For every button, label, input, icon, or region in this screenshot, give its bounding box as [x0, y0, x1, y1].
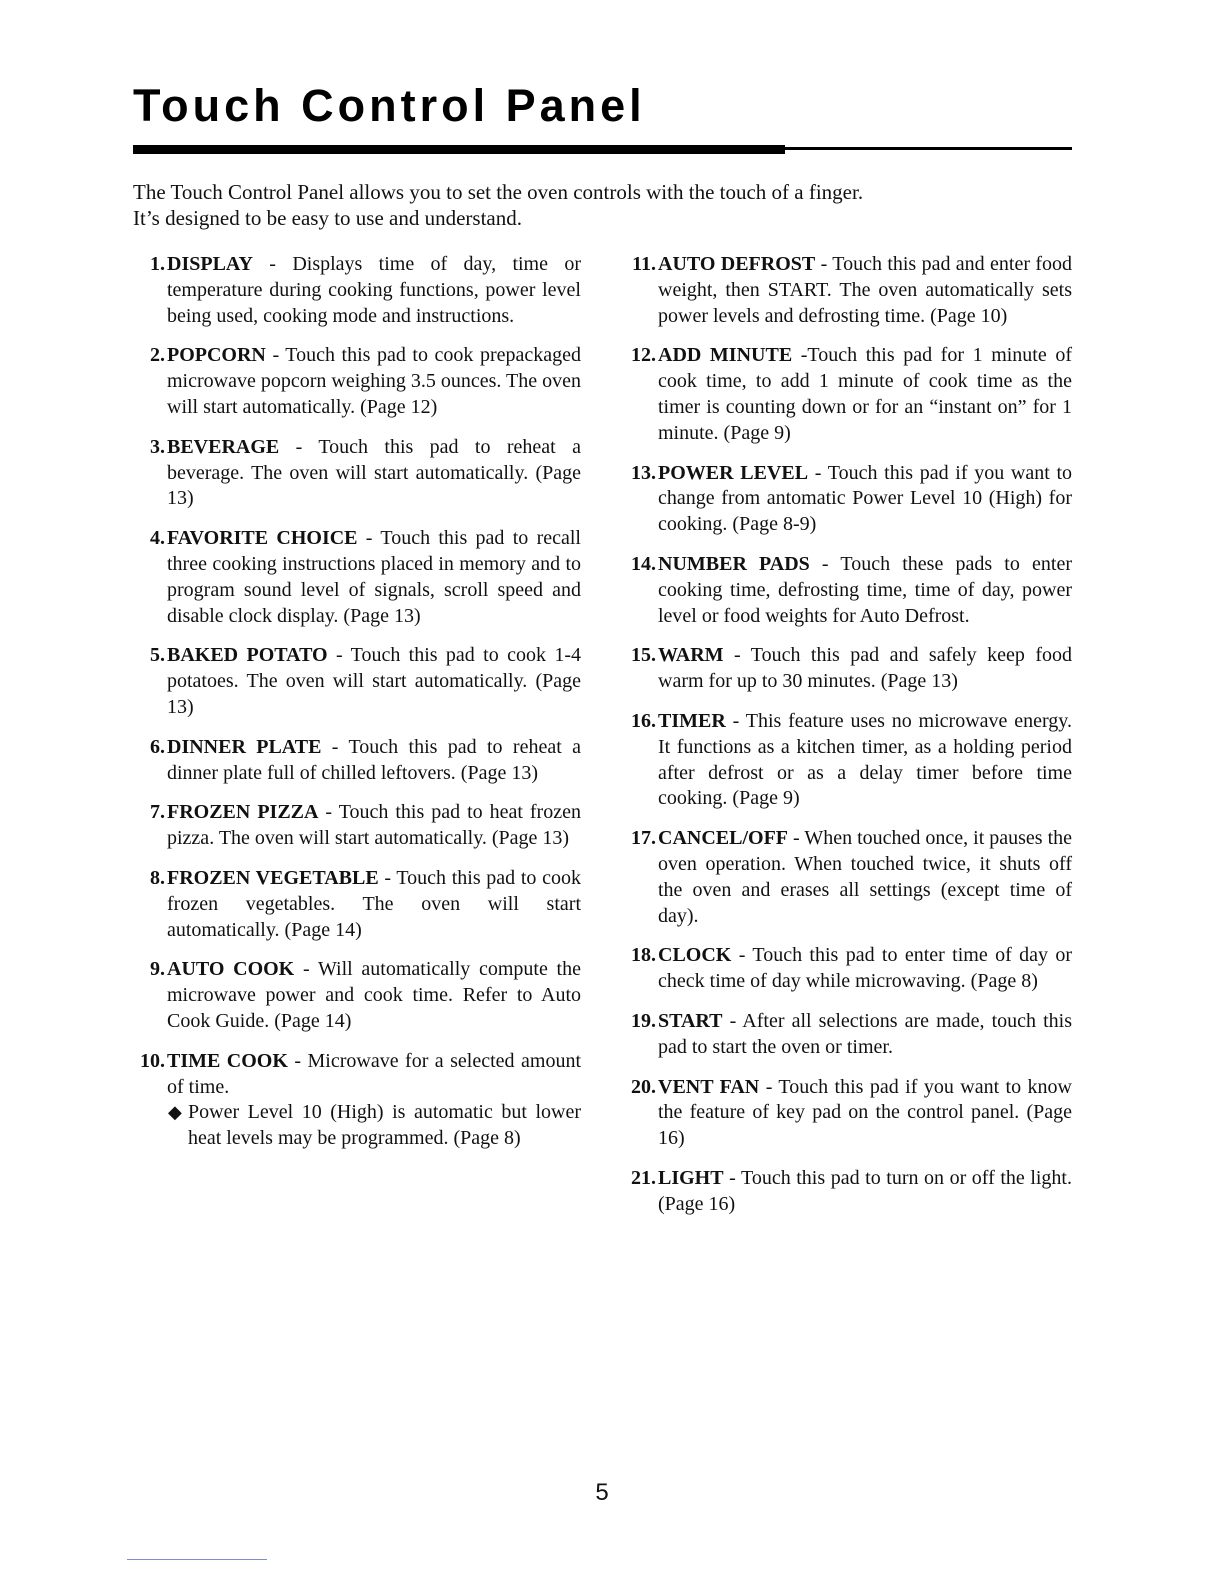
item-description: Will automatically compute the microwave power and cook time. Refer to Auto Cook Guide. (Page 14): [167, 958, 581, 1032]
item-separator: -: [252, 253, 293, 275]
sub-note-text: Power Level 10 (High) is automatic but lower heat levels may be programmed. (Page 8): [188, 1101, 581, 1150]
item-description: Touch this pad to cook frozen vegetables. The oven will start automatically. (Page 14): [167, 866, 581, 941]
item-separator: -: [808, 461, 828, 484]
item-key: FROZEN PIZZA: [167, 801, 319, 824]
list-item-clock: [631, 943, 1072, 995]
item-key: FAVORITE CHOICE: [167, 527, 358, 550]
list-item-light: [631, 1166, 1072, 1218]
item-number: 1.: [150, 253, 165, 275]
item-number: 13.: [631, 461, 656, 484]
control-list-right: [631, 252, 1073, 1232]
list-item-frozen-vegetable: [150, 866, 581, 943]
item-separator: -: [265, 344, 286, 367]
item-description: Displays time of day, time or temperature during cooking functions, power level being used, cooking mode and instructions.: [167, 253, 581, 327]
list-item-dinner-plate: [150, 735, 581, 787]
item-description: Touch this pad to reheat a beverage. The oven will start automatically. (Page 13): [167, 435, 581, 510]
item-description: Touch this pad to turn on or off the light. (Page 16): [658, 1166, 1072, 1215]
item-separator: -: [722, 1009, 743, 1032]
item-separator: -: [321, 735, 349, 758]
item-separator: -: [788, 827, 805, 850]
item-key: DISPLAY: [167, 253, 253, 275]
item-description: When touched once, it pauses the oven operation. When touched twice, it shuts off the oven and erases all settings (except time of day).: [658, 827, 1072, 927]
list-item-favorite-choice: [150, 526, 581, 629]
item-key: POWER LEVEL: [658, 461, 809, 484]
item-number: 16.: [631, 709, 656, 732]
list-item-display: [150, 252, 581, 329]
intro-line-1: The Touch Control Panel allows you to set the oven controls with the touch of a finger.: [133, 180, 864, 204]
item-key: CANCEL/OFF: [658, 827, 788, 850]
list-item-frozen-pizza: [150, 800, 581, 852]
item-description: After all selections are made, touch this pad to start the oven or timer.: [658, 1009, 1072, 1058]
list-item-time-cook: [140, 1049, 581, 1152]
item-description: Touch this pad and enter food weight, then START. The oven automatically sets power levels and defrosting time. (Page 10): [658, 253, 1073, 327]
list-item-auto-cook: [150, 957, 581, 1034]
item-number: 7.: [150, 801, 165, 824]
item-description: This feature uses no microwave energy. It functions as a kitchen timer, as a holding period after defrost or as a delay timer before time cooking. (Page 9): [658, 709, 1072, 810]
item-separator: -: [759, 1075, 779, 1098]
item-key: POPCORN: [167, 344, 266, 367]
page-number: 5: [595, 1479, 609, 1506]
item-key: WARM: [658, 644, 724, 667]
item-number: 8.: [150, 866, 165, 889]
item-separator: -: [279, 435, 319, 458]
item-number: 15.: [631, 644, 656, 667]
item-number: 12.: [631, 344, 656, 367]
item-number: 17.: [631, 827, 656, 850]
item-key: START: [658, 1009, 723, 1032]
item-separator: -: [723, 1166, 741, 1189]
item-key: AUTO DEFROST: [658, 253, 816, 275]
item-separator: -: [357, 527, 381, 550]
item-key: FROZEN VEGETABLE: [167, 866, 379, 889]
item-key: CLOCK: [658, 944, 732, 967]
item-description: Touch this pad to cook prepackaged microwave popcorn weighing 3.5 ounces. The oven will start automatically. (Page 12): [167, 344, 581, 418]
item-separator: -: [723, 644, 751, 667]
item-description: Touch this pad to recall three cooking instructions placed in memory and to program sound level of signals, scroll speed and disable clock display. (Page 13): [167, 527, 581, 627]
list-item-popcorn: [150, 343, 581, 420]
item-number: 11.: [632, 253, 656, 275]
item-description: Touch this pad to reheat a dinner plate full of chilled leftovers. (Page 13): [167, 735, 581, 784]
list-item-vent-fan: [631, 1075, 1072, 1152]
item-number: 2.: [150, 344, 165, 367]
item-separator: -: [327, 644, 351, 667]
item-separator: -: [287, 1049, 308, 1072]
list-item-add-minute: [631, 343, 1072, 446]
item-number: 9.: [150, 958, 165, 981]
item-description: Touch this pad and safely keep food warm for up to 30 minutes. (Page 13): [658, 644, 1072, 693]
item-key: AUTO COOK: [167, 958, 295, 981]
item-key: NUMBER PADS: [658, 552, 810, 575]
item-key: TIMER: [658, 709, 726, 732]
list-item-number-pads: [631, 552, 1072, 629]
item-separator: -: [815, 253, 833, 275]
list-item-warm: [631, 643, 1072, 695]
item-description: Touch this pad if you want to change from antomatic Power Level 10 (High) for cooking. (Page 8-9): [658, 461, 1073, 536]
item-number: 10.: [140, 1049, 165, 1072]
item-separator: -: [294, 958, 318, 981]
item-separator: -: [725, 709, 746, 732]
title-rule-thin: [785, 147, 1072, 150]
item-number: 19.: [631, 1009, 656, 1032]
item-sub-note: [167, 1100, 581, 1152]
item-description: Microwave for a selected amount of time.: [167, 1049, 581, 1098]
list-item-auto-defrost: [632, 252, 1073, 329]
list-item-start: [631, 1009, 1072, 1061]
item-number: 18.: [631, 944, 656, 967]
title-rule-thick: [133, 145, 785, 154]
page-title: Touch Control Panel: [133, 80, 646, 131]
item-key: BEVERAGE: [167, 435, 280, 458]
item-key: BAKED POTATO: [167, 644, 328, 667]
item-separator: -: [731, 944, 753, 967]
item-description: Touch this pad for 1 minute of cook time, to add 1 minute of cook time as the timer is counting down or for an “instant on” for 1 minute. (Page 9): [658, 344, 1072, 444]
item-number: 3.: [150, 435, 165, 458]
item-separator: -: [378, 866, 397, 889]
item-number: 14.: [631, 552, 656, 575]
item-description: Touch this pad if you want to know the feature of key pad on the control panel. (Page 16): [658, 1075, 1072, 1150]
item-key: VENT FAN: [658, 1075, 760, 1098]
list-item-beverage: [150, 435, 581, 512]
item-description: Touch this pad to enter time of day or check time of day while microwaving. (Page 8): [658, 944, 1072, 993]
item-separator: -: [809, 552, 841, 575]
item-number: 6.: [150, 735, 165, 758]
list-item-timer: [631, 709, 1072, 812]
item-key: ADD MINUTE: [658, 344, 793, 367]
list-item-power-level: [631, 461, 1073, 538]
item-number: 4.: [150, 527, 165, 550]
item-number: 20.: [631, 1075, 656, 1098]
item-separator: -: [318, 801, 339, 824]
diamond-bullet-icon: ◆: [168, 1102, 182, 1123]
intro-line-2: It’s designed to be easy to use and understand.: [133, 206, 522, 230]
item-separator: -: [792, 344, 808, 367]
item-key: DINNER PLATE: [167, 735, 322, 758]
item-key: TIME COOK: [167, 1049, 288, 1072]
item-description: Touch this pad to heat frozen pizza. The oven will start automatically. (Page 13): [167, 801, 581, 850]
item-number: 21.: [631, 1166, 656, 1189]
footer-rule: [127, 1559, 267, 1560]
item-description: Touch these pads to enter cooking time, defrosting time, time of day, power level or food weights for Auto Defrost.: [658, 552, 1072, 627]
control-list-left: [140, 252, 581, 1166]
item-description: Touch this pad to cook 1-4 potatoes. The oven will start automatically. (Page 13): [167, 644, 581, 718]
item-key: LIGHT: [658, 1166, 724, 1189]
list-item-cancel-off: [631, 826, 1072, 929]
intro-paragraph: [133, 179, 1093, 231]
list-item-baked-potato: [150, 643, 581, 720]
item-number: 5.: [150, 644, 165, 667]
